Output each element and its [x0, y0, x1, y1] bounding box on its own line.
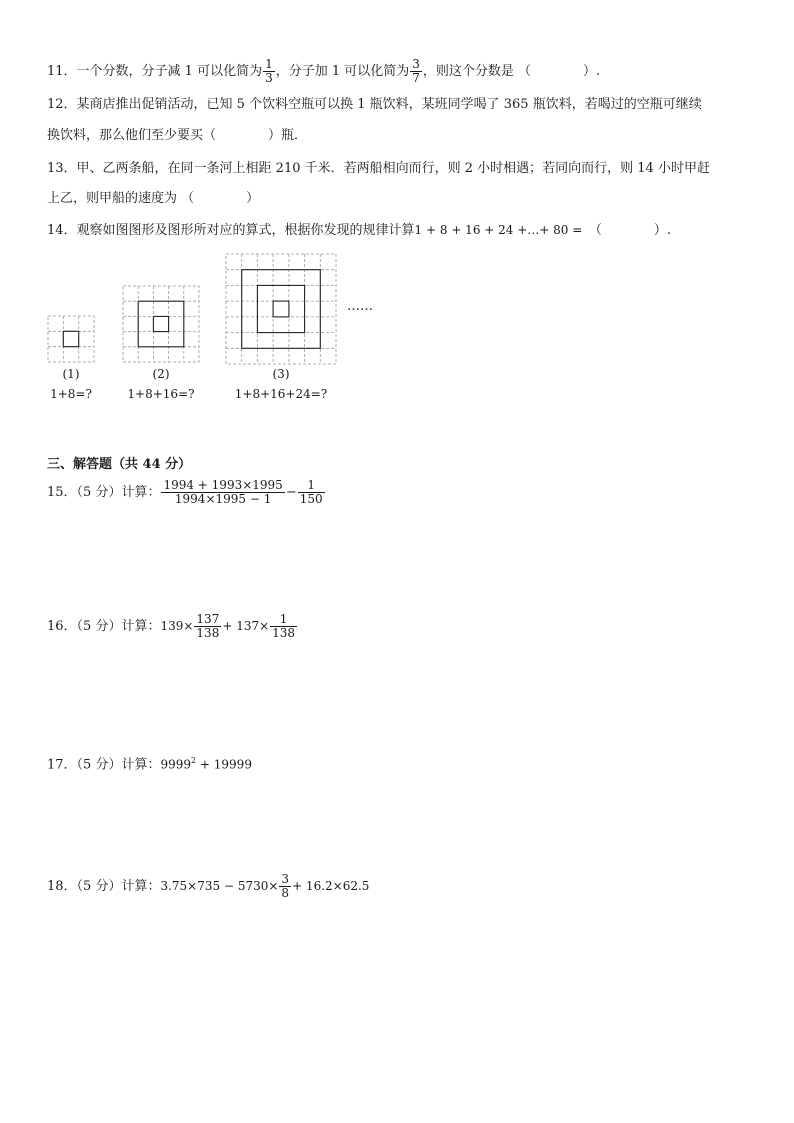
q17-prefix: 17．（5 分）计算： [47, 757, 161, 773]
q11-fraction-1: $\frac{1}{3}$ [265, 57, 273, 85]
q14-text: 14．观察如图图形及图形所对应的算式，根据你发现的规律计算 [47, 223, 415, 238]
q17-exponent: 2 [191, 756, 197, 765]
figure-2-formula: 1+8+16=? [127, 387, 195, 401]
figure-1-inner-square [63, 331, 78, 346]
question-13-line-2: 上乙，则甲船的速度为 （ ） [47, 191, 260, 206]
q16-term-a: 139× [160, 619, 194, 633]
figure-1-formula: 1+8=? [50, 387, 92, 401]
q15-main-fraction: $\frac{1994 + 1993\times 1995}{1994\times 1995 - 1}$ [163, 478, 283, 506]
q15-prefix: 15．（5 分）计算： [47, 485, 161, 500]
question-12-line-2: 换饮料，那么他们至少要买（ ）瓶． [47, 128, 308, 143]
figure-2-grid [123, 286, 199, 362]
question-15 [47, 479, 326, 506]
q16-term-b: + 137× [222, 619, 270, 633]
question-12-line-1: 12．某商店推出促销活动，已知 5 个饮料空瓶可以换 1 瓶饮料，某班同学喝了 365 瓶饮料，若喝过的空瓶可继续 [47, 97, 702, 112]
question-16 [47, 613, 298, 640]
q11-text-1: 11．一个分数，分子减 1 可以化简为 [47, 64, 263, 79]
q18-fraction: $\frac{3}{8}$ [281, 872, 290, 900]
question-13-line-1: 13．甲、乙两条船，在同一条河上相距 210 千米．若两船相向而行，则 2 小时相遇；若同向而行，则 14 小时甲赶 [47, 161, 710, 176]
figure-3-middle-square [257, 285, 304, 332]
figure-2-middle-square [138, 301, 184, 347]
figure-2-inner-square [153, 316, 168, 331]
figure-3-outer-square [242, 270, 321, 349]
question-18 [47, 873, 369, 900]
q11-fraction-2: $\frac{3}{7}$ [412, 57, 420, 85]
q15-minus: − [285, 485, 297, 500]
pattern-figures [0, 0, 794, 420]
q16-fraction-2: $\frac{1}{138}$ [272, 612, 296, 640]
q15-fraction: $\frac{1}{150}$ [299, 478, 323, 506]
figure-1-grid [48, 316, 94, 362]
figure-3-inner-square [273, 301, 289, 317]
q14-blank: （ ）. [595, 223, 671, 238]
q18-term-a: 3.75×735 − 5730× [160, 879, 279, 893]
q11-text-3: ，则这个分数是 （ ）. [422, 64, 601, 79]
q18-prefix: 18．（5 分）计算： [47, 879, 161, 894]
q17-rest: + 19999 [196, 757, 252, 772]
question-17 [47, 752, 252, 774]
figure-2-index: (2) [152, 367, 170, 381]
figure-3-formula: 1+8+16+24=? [234, 387, 328, 401]
figure-1-index: (1) [62, 367, 80, 381]
q17-base: 9999 [160, 757, 191, 772]
q16-prefix: 16．（5 分）计算： [47, 619, 161, 634]
figures-ellipsis: …… [347, 299, 373, 314]
figure-3-index: (3) [272, 367, 290, 381]
q11-text-2: ，分子加 1 可以化简为 [275, 64, 410, 79]
section-heading: 三、解答题（共 44 分） [47, 457, 192, 472]
q18-term-b: + 16.2×62.5 [292, 879, 370, 893]
q14-expression: 1 + 8 + 16 + 24 +…+ 80 = [414, 223, 583, 237]
q16-fraction-1: $\frac{137}{138}$ [196, 612, 220, 640]
figure-3-grid [226, 254, 336, 364]
